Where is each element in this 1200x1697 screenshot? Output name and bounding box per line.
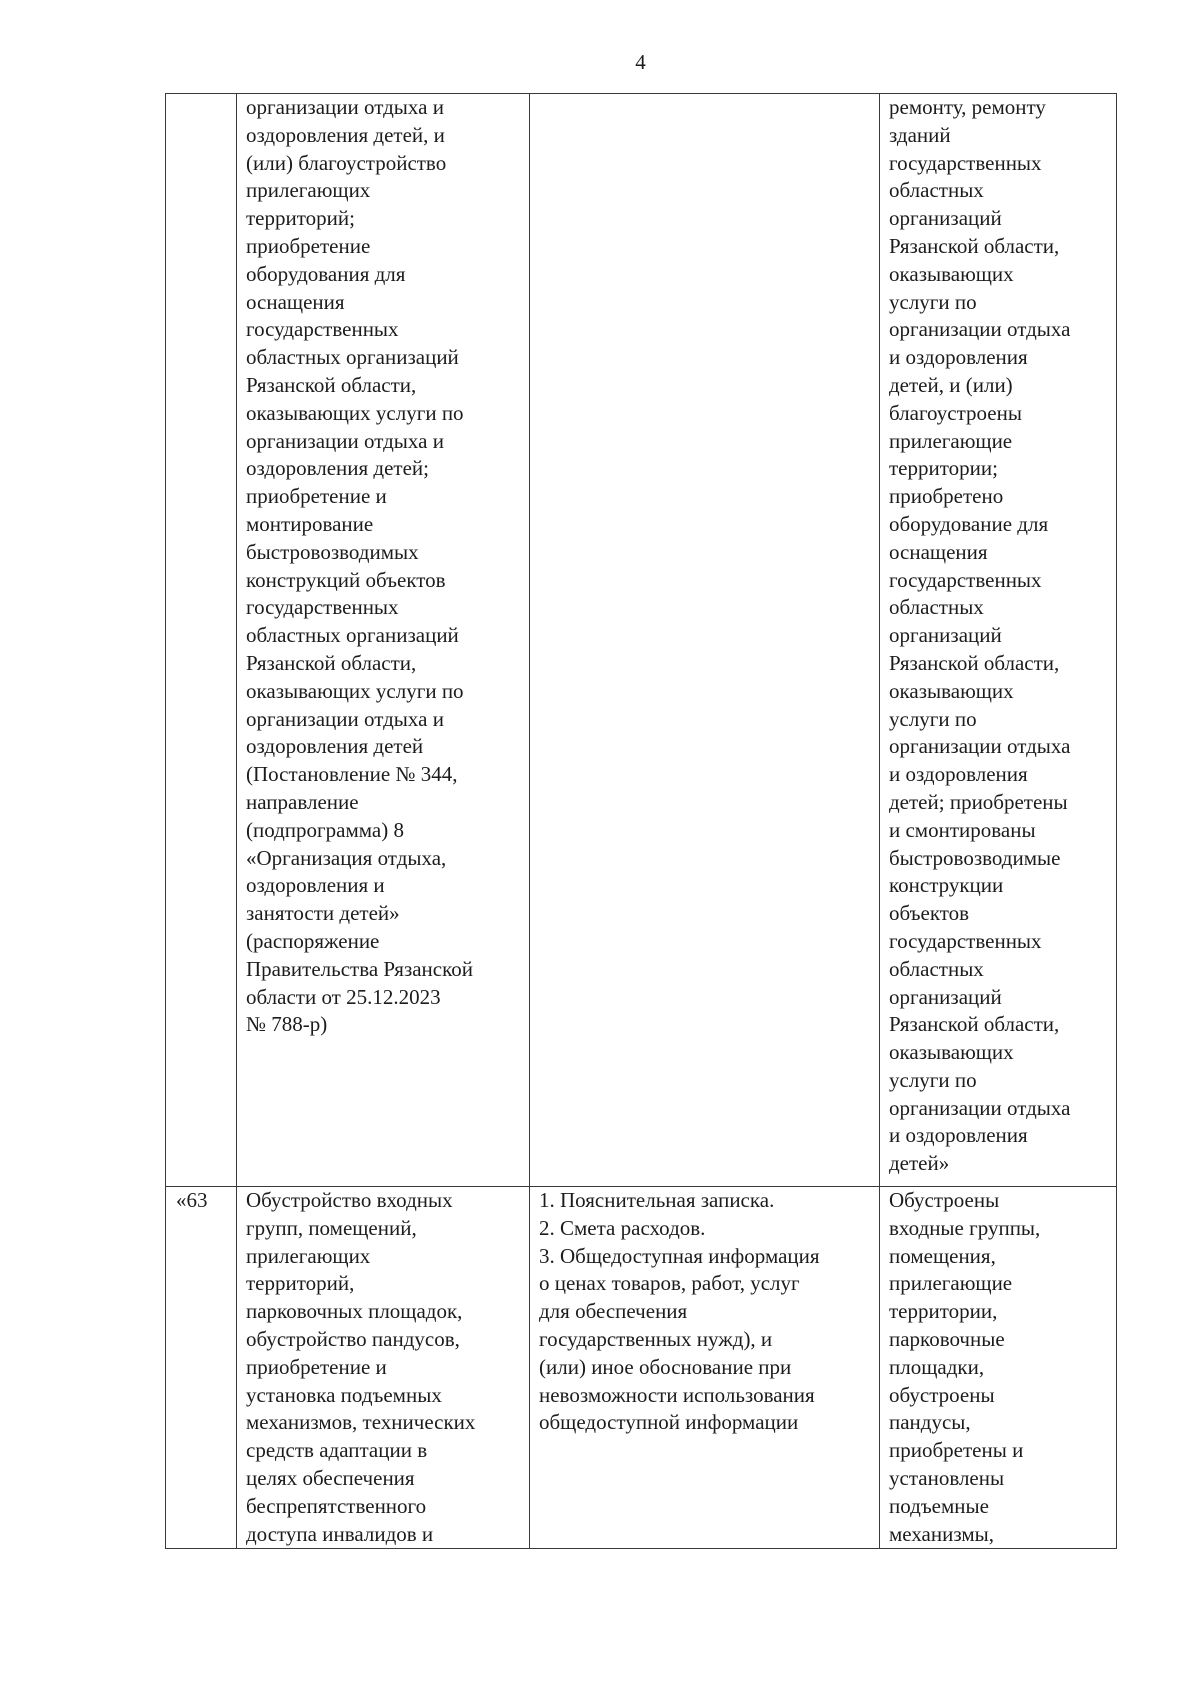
table-row: [166, 94, 1117, 1187]
cell-documents: 1. Пояснительная записка. 2. Смета расходов. 3. Общедоступная информация о ценах товаров, работ, услуг для обеспечения государственных нужд), и (или) иное обоснование при невозможности использования общедоступной информации: [530, 1187, 880, 1549]
cell-activity: организации отдыха и оздоровления детей, и (или) благоустройство прилегающих территорий; приобретение оборудования для оснащения государственных областных организаций Рязанской области, оказывающих услуги по организации отдыха и оздоровления детей; приобретение и монтирование быстровозводимых конструкций объектов государственных областных организаций Рязанской области, оказывающих услуги по организации отдыха и оздоровления детей (Постановление № 344, направление (подпрограмма) 8 «Организация отдыха, оздоровления и занятости детей» (распоряжение Правительства Рязанской области от 25.12.2023 № 788-р): [237, 94, 530, 1187]
document-table: [165, 93, 1117, 1549]
cell-documents: [530, 94, 880, 1187]
table-row: [166, 1187, 1117, 1549]
cell-activity: Обустройство входных групп, помещений, прилегающих территорий, парковочных площадок, обустройство пандусов, приобретение и установка подъемных механизмов, технических средств адаптации в целях обеспечения беспрепятственного доступа инвалидов и: [237, 1187, 530, 1549]
cell-result: Обустроены входные группы, помещения, прилегающие территории, парковочные площадки, обустроены пандусы, приобретены и установлены подъемные механизмы,: [880, 1187, 1117, 1549]
cell-number: «63: [166, 1187, 237, 1549]
page-number: 4: [635, 50, 646, 74]
cell-number: [166, 94, 237, 1187]
cell-result: ремонту, ремонту зданий государственных областных организаций Рязанской области, оказывающих услуги по организации отдыха и оздоровления детей, и (или) благоустроены прилегающие территории; приобретено оборудование для оснащения государственных областных организаций Рязанской области, оказывающих услуги по организации отдыха и оздоровления детей; приобретены и смонтированы быстровозводимые конструкции объектов государственных областных организаций Рязанской области, оказывающих услуги по организации отдыха и оздоровления детей»: [880, 94, 1117, 1187]
